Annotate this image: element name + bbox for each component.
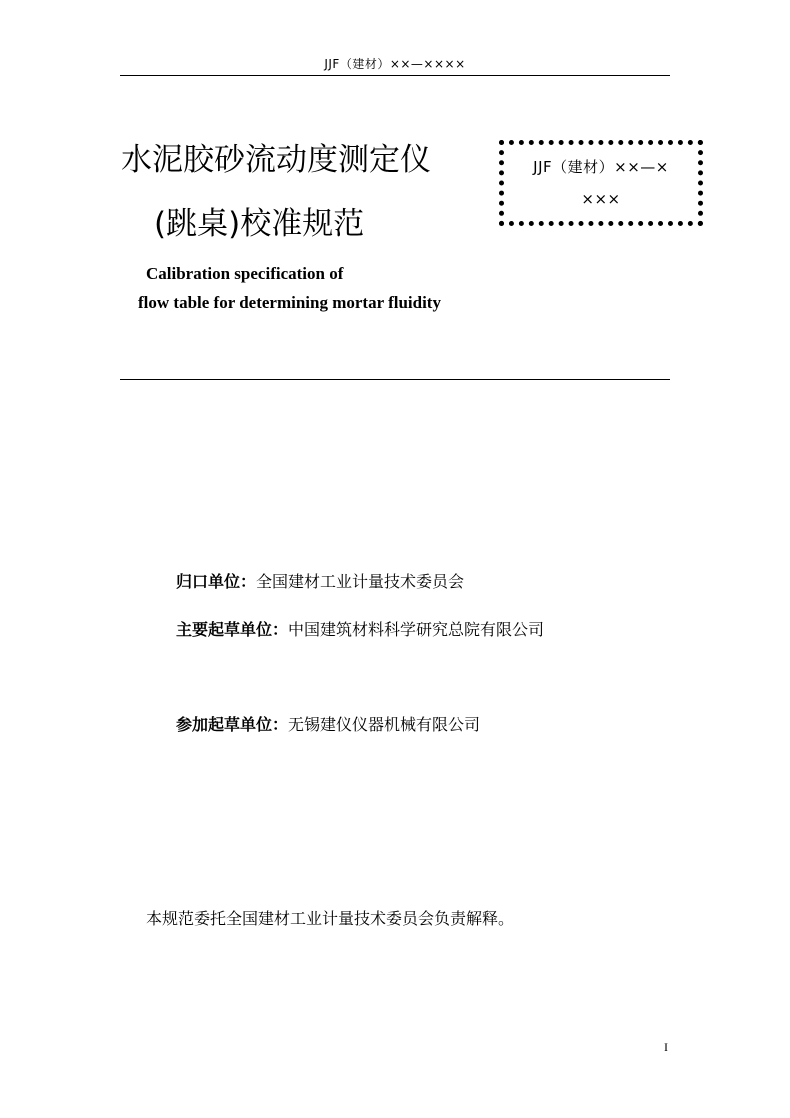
main-drafting-unit-value: 中国建筑材料科学研究总院有限公司 (288, 620, 545, 639)
main-drafting-unit-label: 主要起草单位： (176, 620, 289, 639)
responsible-unit-value: 全国建材工业计量技术委员会 (256, 572, 465, 591)
title-chinese-line-1: 水泥胶砂流动度测定仪 (121, 142, 431, 178)
code-box-line-2: ××× (581, 190, 621, 208)
document-code-box (499, 140, 703, 226)
title-chinese-line-2: (跳桌)校准规范 (154, 206, 365, 242)
title-english-line-2: flow table for determining mortar fluidity (138, 293, 441, 312)
title-english-line-1: Calibration specification of (146, 264, 344, 283)
running-header-code: JJF（建材）××—×××× (324, 57, 466, 71)
responsible-unit-label: 归口单位： (176, 572, 257, 591)
main-drafting-unit-row (176, 619, 544, 641)
title-rule (120, 379, 670, 380)
header-rule (120, 75, 670, 76)
participating-unit-row (176, 714, 480, 736)
participating-unit-value: 无锡建仪仪器机械有限公司 (288, 715, 481, 734)
page-number: I (664, 1040, 668, 1054)
code-box-line-1: JJF（建材）××—× (533, 158, 669, 176)
interpretation-note: 本规范委托全国建材工业计量技术委员会负责解释。 (146, 909, 515, 928)
participating-unit-label: 参加起草单位： (176, 715, 289, 734)
responsible-unit-row (176, 571, 464, 593)
